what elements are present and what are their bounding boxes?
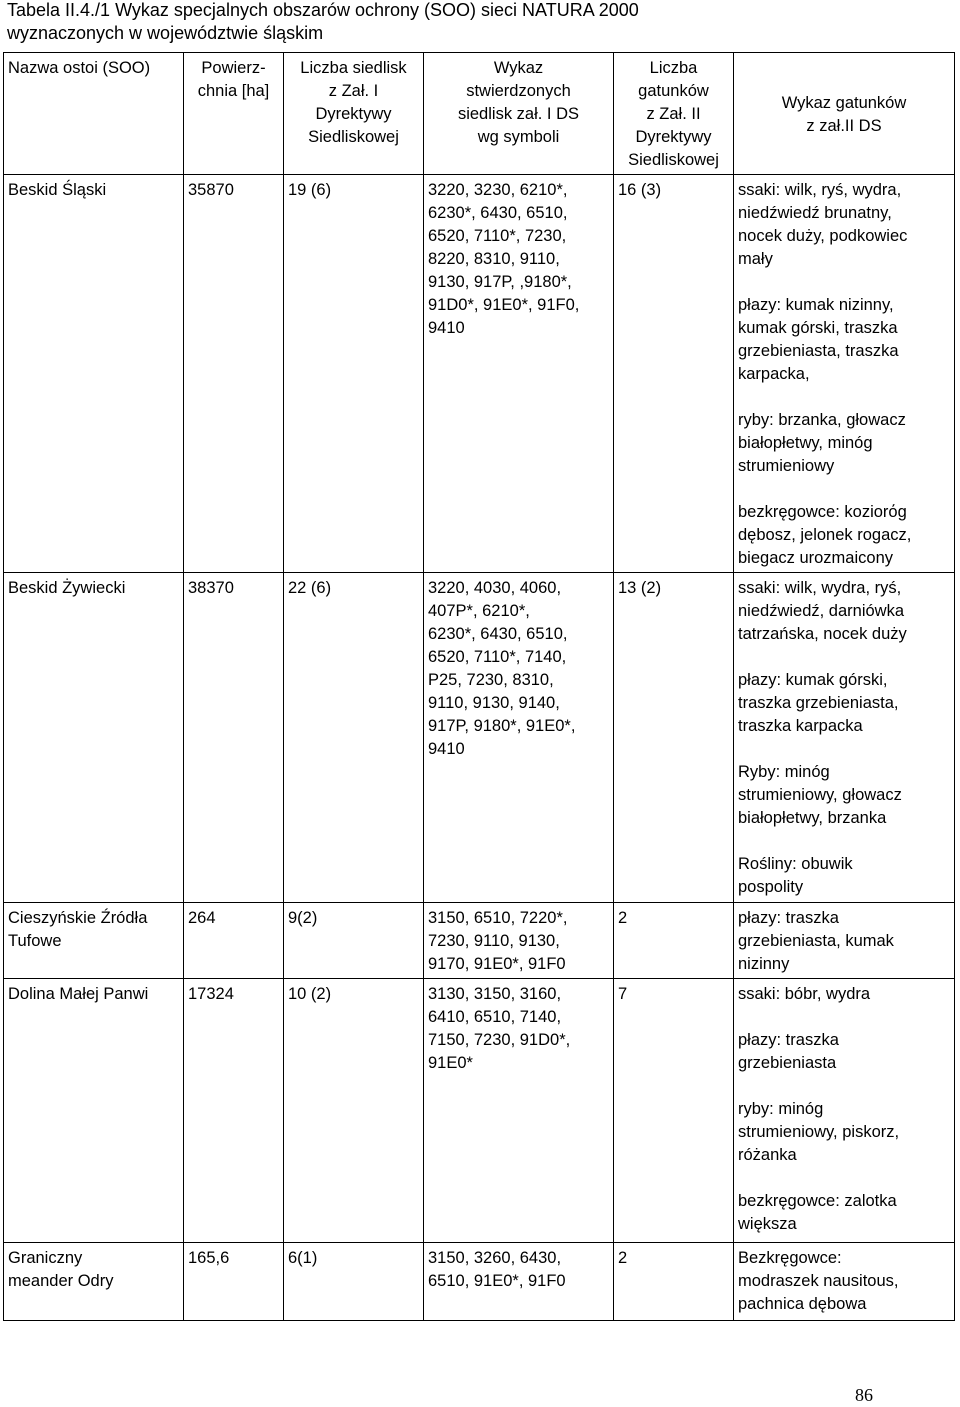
cell-name: Beskid Żywiecki <box>4 573 184 903</box>
cell-species-list: ssaki: wilk, ryś, wydra, niedźwiedź brunatny, nocek duży, podkowiec mały płazy: kumak nizinny, kumak górski, traszka grzebieniasta, traszka karpacka, ryby: brzanka, głowacz białopłetwy, minóg strumieniowy bezkręgowce: koziorόg dębosz, jelonek rogacz, biegacz urozmaicony <box>734 175 955 573</box>
table-row <box>4 573 955 903</box>
table-row <box>4 175 955 573</box>
cell-area: 165,6 <box>184 1243 284 1321</box>
cell-species-count: 2 <box>614 903 734 979</box>
page-number: 86 <box>855 1385 873 1405</box>
cell-species-list: Bezkręgowce: modraszek nausitous, pachnica dębowa <box>734 1243 955 1321</box>
table-caption: Tabela II.4./1 Wykaz specjalnych obszarów ochrony (SOO) sieci NATURA 2000 wyznaczonych w województwie śląskim <box>7 0 639 43</box>
cell-habitat-list: 3130, 3150, 3160, 6410, 6510, 7140, 7150, 7230, 91D0*, 91E0* <box>424 979 614 1243</box>
cell-habitat-list: 3220, 3230, 6210*, 6230*, 6430, 6510, 6520, 7110*, 7230, 8220, 8310, 9110, 9130, 917P, ,9180*, 91D0*, 91E0*, 91F0, 9410 <box>424 175 614 573</box>
cell-species-count: 13 (2) <box>614 573 734 903</box>
cell-area: 264 <box>184 903 284 979</box>
header-species-count: Liczba gatunków z Zał. II Dyrektywy Siedliskowej <box>614 53 734 175</box>
cell-habitat-count: 19 (6) <box>284 175 424 573</box>
header-area: Powierz- chnia [ha] <box>184 53 284 175</box>
cell-area: 35870 <box>184 175 284 573</box>
header-habitat-list: Wykaz stwierdzonych siedlisk zał. I DS wg symboli <box>424 53 614 175</box>
cell-name: Graniczny meander Odry <box>4 1243 184 1321</box>
header-row <box>4 53 955 175</box>
table-row <box>4 903 955 979</box>
header-name: Nazwa ostoi (SOO) <box>4 53 184 175</box>
table-row <box>4 1243 955 1321</box>
cell-name: Dolina Małej Panwi <box>4 979 184 1243</box>
header-habitat-count: Liczba siedlisk z Zał. I Dyrektywy Siedliskowej <box>284 53 424 175</box>
cell-habitat-count: 10 (2) <box>284 979 424 1243</box>
cell-name: Beskid Śląski <box>4 175 184 573</box>
cell-name: Cieszyńskie Źródła Tufowe <box>4 903 184 979</box>
cell-species-count: 16 (3) <box>614 175 734 573</box>
cell-species-count: 7 <box>614 979 734 1243</box>
cell-species-list: ssaki: bóbr, wydra płazy: traszka grzebieniasta ryby: minóg strumieniowy, piskorz, różanka bezkręgowce: zalotka większa <box>734 979 955 1243</box>
natura-2000-table <box>3 52 955 1321</box>
cell-habitat-list: 3220, 4030, 4060, 407P*, 6210*, 6230*, 6430, 6510, 6520, 7110*, 7140, P25, 7230, 8310, 9110, 9130, 9140, 917P, 9180*, 91E0*, 9410 <box>424 573 614 903</box>
cell-area: 17324 <box>184 979 284 1243</box>
table-row <box>4 979 955 1243</box>
cell-area: 38370 <box>184 573 284 903</box>
cell-habitat-count: 22 (6) <box>284 573 424 903</box>
cell-species-list: ssaki: wilk, wydra, ryś, niedźwiedź, darniówka tatrzańska, nocek duży płazy: kumak górski, traszka grzebieniasta, traszka karpacka Ryby: minóg strumieniowy, głowacz białopłetwy, brzanka Rośliny: obuwik pospolity <box>734 573 955 903</box>
cell-species-list: płazy: traszka grzebieniasta, kumak nizinny <box>734 903 955 979</box>
cell-species-count: 2 <box>614 1243 734 1321</box>
cell-habitat-list: 3150, 3260, 6430, 6510, 91E0*, 91F0 <box>424 1243 614 1321</box>
cell-habitat-list: 3150, 6510, 7220*, 7230, 9110, 9130, 9170, 91E0*, 91F0 <box>424 903 614 979</box>
cell-habitat-count: 9(2) <box>284 903 424 979</box>
header-species-list: Wykaz gatunków z zał.II DS <box>734 53 955 175</box>
cell-habitat-count: 6(1) <box>284 1243 424 1321</box>
